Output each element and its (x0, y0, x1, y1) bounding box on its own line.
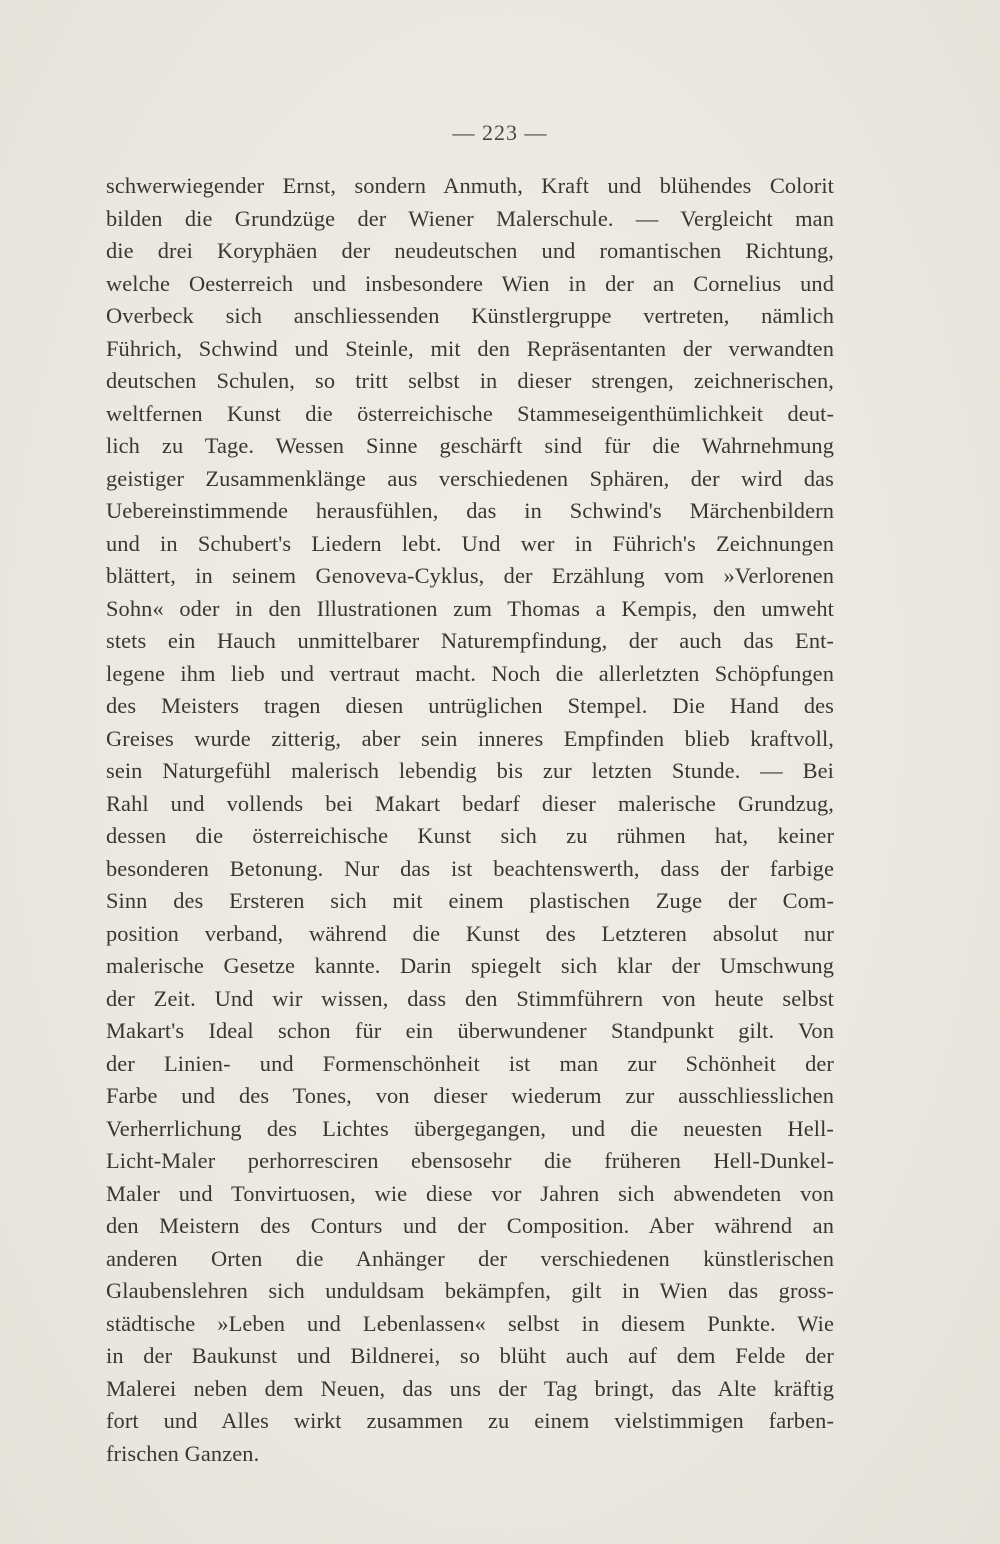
text-line: malerische Gesetze kannte. Darin spiegelt sich klar der Umschwung (106, 953, 834, 978)
text-line: lich zu Tage. Wessen Sinne geschärft sind für die Wahrnehmung (106, 433, 834, 458)
text-line: position verband, während die Kunst des Letzteren absolut nur (106, 920, 834, 946)
text-line: sein Naturgefühl malerisch lebendig bis zur letzten Stunde. — Bei (106, 758, 834, 783)
text-line: Führich, Schwind und Steinle, mit den Repräsentanten der verwandten (106, 335, 834, 361)
text-line: Sinn des Ersteren sich mit einem plastischen Zuge der Com- (106, 888, 834, 913)
text-line: Licht-Maler perhorresciren ebensosehr die früheren Hell-Dunkel- (106, 1148, 834, 1173)
text-line: in der Baukunst und Bildnerei, so blüht auch auf dem Felde der (106, 1343, 834, 1368)
page-number: — 223 — (452, 120, 548, 145)
text-line: geistiger Zusammenklänge aus verschiedenen Sphären, der wird das (106, 465, 834, 491)
text-line: Greises wurde zitterig, aber sein inneres Empfinden blieb kraftvoll, (106, 725, 834, 751)
text-line: des Meisters tragen diesen untrüglichen Stempel. Die Hand des (106, 693, 834, 718)
text-line: Malerei neben dem Neuen, das uns der Tag bringt, das Alte kräftig (106, 1375, 834, 1401)
text-line: besonderen Betonung. Nur das ist beachtenswerth, dass der farbige (106, 855, 834, 881)
text-line: frischen Ganzen. (106, 1440, 260, 1466)
text-line: Uebereinstimmende herausfühlen, das in Schwind's Märchenbildern (106, 498, 834, 523)
text-line: und in Schubert's Liedern lebt. Und wer in Führich's Zeichnungen (106, 530, 834, 556)
text-line: schwerwiegender Ernst, sondern Anmuth, Kraft und blühendes Colorit (106, 173, 834, 198)
text-line: Maler und Tonvirtuosen, wie diese vor Jahren sich abwendeten von (106, 1180, 834, 1206)
text-line: stets ein Hauch unmittelbarer Naturempfindung, der auch das Ent- (106, 628, 834, 653)
text-line: Rahl und vollends bei Makart bedarf dieser malerische Grundzug, (106, 790, 834, 816)
text-line: Overbeck sich anschliessenden Künstlergruppe vertreten, nämlich (106, 303, 834, 328)
text-line: welche Oesterreich und insbesondere Wien in der an Cornelius und (106, 270, 834, 296)
text-line: fort und Alles wirkt zusammen zu einem vielstimmigen farben- (106, 1408, 834, 1433)
text-line: Makart's Ideal schon für ein überwundener Standpunkt gilt. Von (106, 1018, 834, 1043)
text-line: die drei Koryphäen der neudeutschen und romantischen Richtung, (106, 238, 834, 263)
text-line: bilden die Grundzüge der Wiener Malerschule. — Vergleicht man (106, 205, 834, 231)
text-line: den Meistern des Conturs und der Composition. Aber während an (106, 1213, 834, 1238)
text-line: legene ihm lieb und vertraut macht. Noch die allerletzten Schöpfungen (106, 660, 834, 686)
text-line: Glaubenslehren sich unduldsam bekämpfen, gilt in Wien das gross- (106, 1278, 834, 1303)
text-line: der Zeit. Und wir wissen, dass den Stimmführern von heute selbst (106, 985, 834, 1011)
text-line: städtische »Leben und Lebenlassen« selbst in diesem Punkte. Wie (106, 1310, 834, 1336)
text-line: Verherrlichung des Lichtes übergegangen, und die neuesten Hell- (106, 1115, 834, 1141)
text-line: deutschen Schulen, so tritt selbst in dieser strengen, zeichnerischen, (106, 368, 834, 393)
text-line: weltfernen Kunst die österreichische Stammeseigenthümlichkeit deut- (106, 400, 834, 426)
text-line: dessen die österreichische Kunst sich zu rühmen hat, keiner (106, 823, 834, 848)
body-text (106, 170, 834, 1470)
text-line: blättert, in seinem Genoveva-Cyklus, der Erzählung vom »Verlorenen (106, 563, 834, 588)
text-line: Farbe und des Tones, von dieser wiederum zur ausschliesslichen (106, 1083, 834, 1108)
text-line: der Linien- und Formenschönheit ist man zur Schönheit der (106, 1050, 834, 1076)
text-line: anderen Orten die Anhänger der verschiedenen künstlerischen (106, 1245, 834, 1271)
text-line: Sohn« oder in den Illustrationen zum Thomas a Kempis, den umweht (106, 595, 834, 621)
